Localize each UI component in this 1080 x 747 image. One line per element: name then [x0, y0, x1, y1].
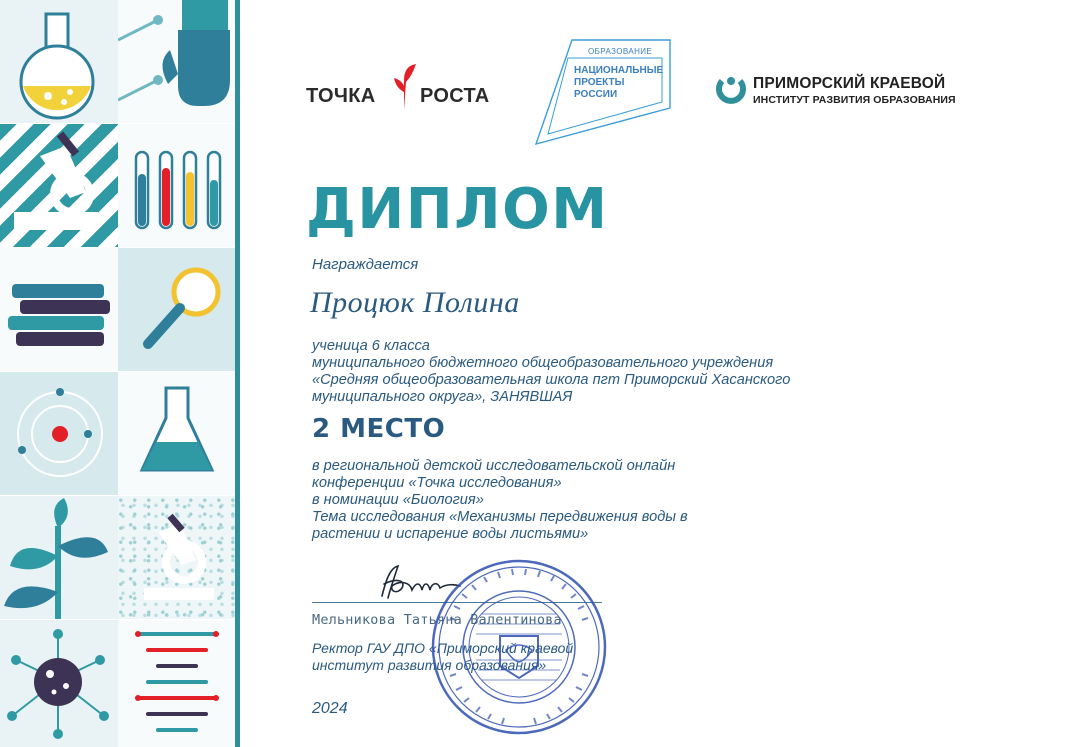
- test-tubes-icon: [118, 124, 236, 247]
- microscope-icon: [118, 496, 236, 619]
- pk-subtitle: ИНСТИТУТ РАЗВИТИЯ ОБРАЗОВАНИЯ: [753, 94, 956, 106]
- school-line: ученица 6 класса: [312, 338, 430, 354]
- plant-icon: [0, 496, 118, 619]
- panel-divider: [235, 0, 240, 747]
- round-flask-icon: [0, 0, 118, 123]
- virus-tile: [0, 620, 118, 747]
- event-line: в номинации «Биология»: [312, 492, 484, 508]
- diploma-year: 2024: [312, 700, 348, 717]
- np-line: НАЦИОНАЛЬНЫЕ: [574, 65, 664, 76]
- test-tubes-tile: [118, 124, 236, 247]
- decorative-science-panel: [0, 0, 242, 747]
- microscope-tile: [0, 124, 118, 247]
- event-info: [312, 458, 688, 543]
- pk-name: ПРИМОРСКИЙ КРАЕВОЙ: [753, 75, 946, 92]
- tochka-rosta-mark-icon: [390, 62, 420, 110]
- beaker-tile: [118, 372, 236, 495]
- np-line: РОССИИ: [574, 89, 618, 100]
- event-line: растении и испарение воды листьями»: [312, 526, 589, 542]
- conical-flask-icon: [118, 372, 236, 495]
- dna-icon: [118, 620, 236, 747]
- np-title: [574, 65, 664, 101]
- virus-icon: [0, 620, 118, 747]
- event-line: в региональной детской исследовательской онлайн: [312, 458, 676, 474]
- tochka-rosta-logo: [306, 62, 498, 112]
- microscope-icon: [0, 124, 118, 247]
- position-line: институт развития образования»: [312, 657, 547, 673]
- magnifier-icon: [118, 248, 236, 371]
- awarded-label: Награждается: [312, 256, 419, 273]
- school-line: муниципального округа», ЗАНЯВШАЯ: [312, 389, 573, 405]
- books-tile: [0, 248, 118, 371]
- official-stamp: [430, 558, 608, 736]
- dna-tile: [118, 620, 236, 747]
- event-line: Тема исследования «Механизмы передвижения воды в: [312, 509, 688, 525]
- atom-icon: [0, 372, 118, 495]
- school-line: «Средняя общеобразовательная школа пгт Приморский Хасанского: [312, 372, 791, 388]
- school-line: муниципального бюджетного общеобразовательного учреждения: [312, 355, 774, 371]
- place-awarded: 2 МЕСТО: [312, 414, 446, 444]
- microscope2-tile: [118, 496, 236, 619]
- books-icon: [0, 248, 118, 371]
- signer-name: Мельникова Татьяна Валентинова: [312, 612, 562, 628]
- rosta-word: РОСТА: [420, 85, 490, 107]
- flask-tile: [0, 0, 118, 123]
- plant-tile: [0, 496, 118, 619]
- recipient-name: Процюк Полина: [310, 286, 520, 319]
- primorsky-institute-mark-icon: [716, 75, 746, 105]
- school-info: [312, 338, 790, 406]
- primorsky-institute-logo: [716, 72, 976, 108]
- molecule-glove-tile: [118, 0, 236, 123]
- diploma-title: ДИПЛОМ: [306, 177, 609, 242]
- glove-icon: [118, 0, 236, 123]
- tochka-word: ТОЧКА: [306, 85, 376, 107]
- magnifier-tile: [118, 248, 236, 371]
- np-line: ПРОЕКТЫ: [574, 77, 625, 88]
- event-line: конференции «Точка исследования»: [312, 475, 562, 491]
- position-line: Ректор ГАУ ДПО «Приморский краевой: [312, 640, 574, 656]
- np-education-label: ОБРАЗОВАНИЕ: [588, 47, 653, 56]
- national-projects-logo: [534, 36, 676, 148]
- atom-tile: [0, 372, 118, 495]
